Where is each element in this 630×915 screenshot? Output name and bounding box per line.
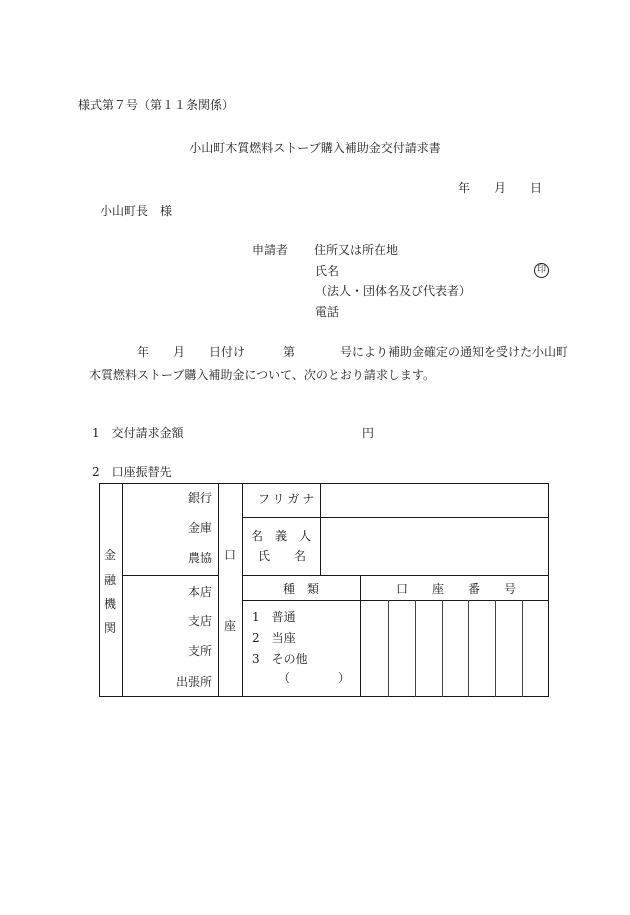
account-type-ordinary: 1 普通 xyxy=(252,610,296,624)
address-field[interactable] xyxy=(400,241,548,257)
institution-type-shinkin: 金庫 xyxy=(187,521,212,535)
body-month: 月 xyxy=(173,345,186,359)
institution-type-bank: 銀行 xyxy=(187,491,212,505)
branch-type-head: 本店 xyxy=(187,585,212,599)
account-type-other: 3 その他 xyxy=(252,652,308,666)
corporate-note: （法人・団体名及び代表者） xyxy=(315,284,472,298)
body-dai: 第 xyxy=(283,345,296,359)
document-title: 小山町木質燃料ストーブ購入補助金交付請求書 xyxy=(189,141,441,155)
account-digit-cell[interactable] xyxy=(523,601,548,697)
furigana-field[interactable] xyxy=(322,485,548,516)
institution-label-char: 金 xyxy=(104,548,117,562)
branch-type-branch: 支店 xyxy=(187,614,212,628)
account-digit-cell[interactable] xyxy=(469,601,495,697)
phone-label: 電話 xyxy=(315,305,340,319)
account-digit-cell[interactable] xyxy=(361,601,388,697)
name-label: 氏名 xyxy=(315,264,340,278)
institution-label-char: 機 xyxy=(104,597,117,611)
institution-label-char: 融 xyxy=(104,573,117,587)
type-header: 種 類 xyxy=(283,582,320,596)
holder-label-line1: 名 義 人 xyxy=(251,529,312,543)
account-type-other-blank: （ ） xyxy=(278,671,351,685)
address-label: 住所又は所在地 xyxy=(314,243,399,257)
holder-name-field[interactable] xyxy=(322,519,548,574)
body-line2: 木質燃料ストーブ購入補助金について、次のとおり請求します。 xyxy=(89,368,435,382)
furigana-label: フリガナ xyxy=(258,492,318,506)
account-label-char: 口 xyxy=(224,548,237,562)
body-day: 日付け xyxy=(209,345,246,359)
account-digit-cell[interactable] xyxy=(443,601,468,697)
branch-type-office: 出張所 xyxy=(175,675,212,689)
date-line: 年 月 日 xyxy=(458,181,543,195)
number-header: 口 座 番 号 xyxy=(396,582,517,596)
account-digit-cell[interactable] xyxy=(416,601,442,697)
applicant-label: 申請者 xyxy=(252,243,289,257)
account-digit-cell[interactable] xyxy=(496,601,522,697)
institution-type-nokyo: 農協 xyxy=(187,551,212,565)
institution-label-char: 関 xyxy=(104,621,117,635)
amount-label: 1 交付請求金額 xyxy=(92,426,184,440)
amount-field[interactable] xyxy=(200,424,356,440)
holder-label-line2: 氏 名 xyxy=(258,549,307,563)
body-line1-rest: 号により補助金確定の通知を受けた小山町 xyxy=(340,345,569,359)
account-section-label: 2 口座振替先 xyxy=(92,465,172,479)
account-type-current: 2 当座 xyxy=(252,631,296,645)
branch-type-sub: 支所 xyxy=(187,644,212,658)
addressee: 小山町長 様 xyxy=(100,204,173,218)
phone-field[interactable] xyxy=(345,303,545,319)
body-year: 年 xyxy=(137,345,150,359)
form-number: 様式第７号（第１１条関係） xyxy=(78,98,235,112)
account-label-char: 座 xyxy=(224,619,237,633)
account-digit-cell[interactable] xyxy=(389,601,415,697)
amount-unit: 円 xyxy=(362,426,375,440)
name-field[interactable] xyxy=(345,262,530,278)
seal-mark: 印 xyxy=(534,263,549,278)
